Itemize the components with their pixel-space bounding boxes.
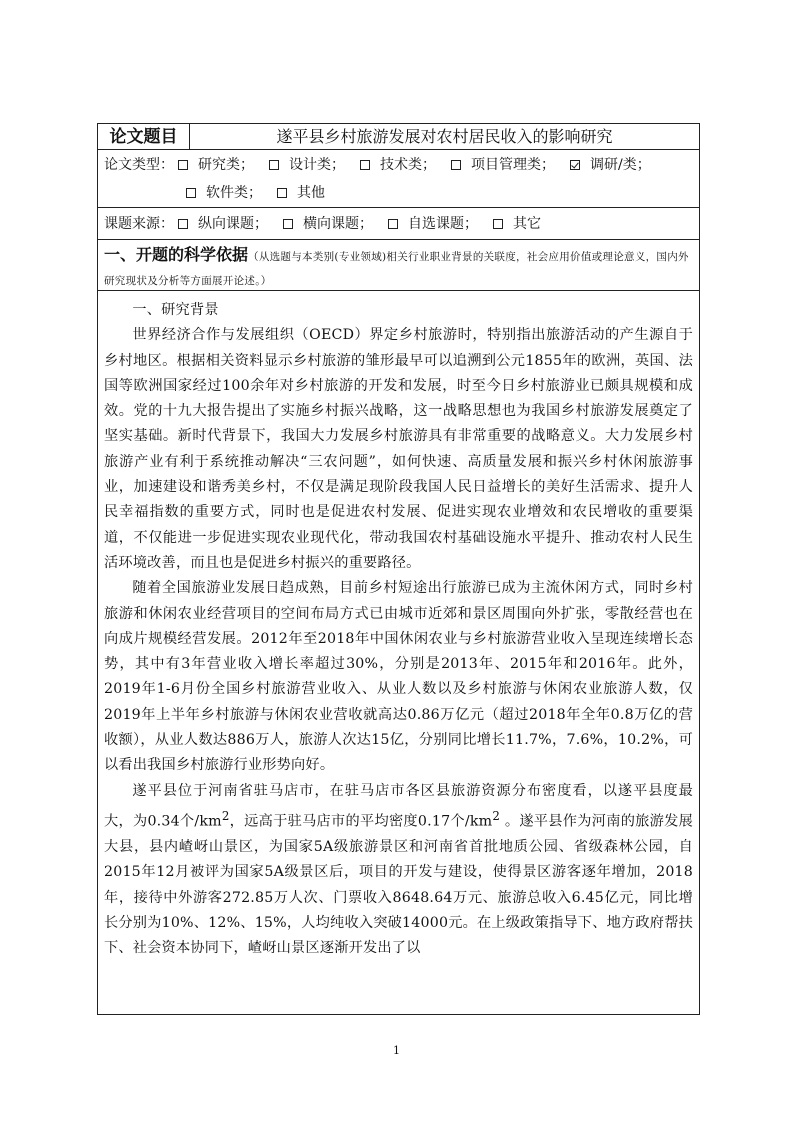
paragraph-3-part-c: 。遂平县作为河南的旅游发展大县，县内嵖岈山景区，为国家5A级旅游景区和河南省首批地质公园、省级森林公园，自2015年12月被评为国家5A级景区后，项目的开发与建设，使得景区游客逐年增加，2018年，接待中外游客272.85万人次、门票收入8648.64万元、旅游总收入6.45亿元，同比增长分别为10%、12%、15%，人均纯收入突破14000元。在上级政策指导下、地方政府帮扶下、社会资本协同下，嵖岈山景区逐渐开发出了以 <box>104 813 694 957</box>
option-label: 其它 <box>513 216 541 232</box>
checkbox-icon[interactable] <box>493 219 503 229</box>
option-label: 自选课题； <box>408 216 478 232</box>
thesis-type-label: 论文类型： <box>104 157 174 173</box>
section-note: （从选题与本类别(专业领域)相关行业职业背景的关联度，社会应用价值或理论意义，国内外研究现状及分析等方面展开论述。） <box>104 251 689 287</box>
checkbox-icon[interactable] <box>277 188 287 198</box>
option-label: 其他 <box>297 185 325 201</box>
checkbox-icon[interactable] <box>178 160 188 170</box>
option-item[interactable] <box>489 213 541 235</box>
option-label: 横向课题； <box>303 216 373 232</box>
thesis-type-line-1 <box>104 154 662 176</box>
subheading-research-background: 一、研究背景 <box>132 302 219 318</box>
superscript-2-b: 2 <box>492 808 501 823</box>
option-item[interactable] <box>356 154 436 176</box>
option-item[interactable] <box>384 213 478 235</box>
option-item[interactable] <box>566 154 651 176</box>
checkbox-checked-icon[interactable] <box>570 160 580 170</box>
option-label: 设计类； <box>289 157 345 173</box>
option-item[interactable] <box>174 213 268 235</box>
paragraph-3-part-a: 遂平县位于河南省驻马店市，在驻马店市各区县旅游资源分布密度看，以遂平县度最大，为0.34个/km <box>104 782 693 830</box>
section-title: 开题的科学依据 <box>136 245 249 264</box>
thesis-type-line-2 <box>182 182 336 204</box>
section-heading <box>104 244 693 292</box>
title-row <box>98 124 699 150</box>
thesis-title-value: 遂平县乡村旅游发展对农村居民收入的影响研究 <box>276 127 613 146</box>
option-label: 项目管理类； <box>471 157 555 173</box>
option-item[interactable] <box>447 154 555 176</box>
checkbox-icon[interactable] <box>283 219 293 229</box>
option-item[interactable] <box>273 182 325 204</box>
checkbox-icon[interactable] <box>178 219 188 229</box>
page-number: 1 <box>393 1044 400 1057</box>
option-item[interactable] <box>265 154 345 176</box>
checkbox-icon[interactable] <box>186 188 196 198</box>
option-item[interactable] <box>182 182 262 204</box>
paragraph-3-part-b: ，远高于驻马店市的平均密度0.17个/km <box>229 813 493 830</box>
checkbox-icon[interactable] <box>269 160 279 170</box>
thesis-title-label: 论文题目 <box>98 124 190 150</box>
checkbox-icon[interactable] <box>451 160 461 170</box>
paragraph-2: 随着全国旅游业发展日趋成熟，目前乡村短途出行旅游已成为主流休闲方式，同时乡村旅游和休闲农业经营项目的空间布局方式已由城市近郊和景区周围向外扩张，零散经营也在向成片规模经营发展。2012年至2018年中国休闲农业与乡村旅游营业收入呈现连续增长态势，其中有3年营业收入增长率超过30%，分别是2013年、2015年和2016年。此外，2019年1-6月份全国乡村旅游营业收入、从业人数以及乡村旅游与休闲农业旅游人数，仅2019年上半年乡村旅游与休闲农业营收就高达0.86万亿元（超过2018年全年0.8万亿的营收额），从业人数达886万人，旅游人次达15亿，分别同比增长11.7%，7.6%，10.2%，可以看出我国乡村旅游行业形势向好。 <box>104 580 693 774</box>
paragraph-3 <box>104 779 693 962</box>
checkbox-icon[interactable] <box>360 160 370 170</box>
option-label: 软件类； <box>206 185 262 201</box>
paragraph-1: 世界经济合作与发展组织（OECD）界定乡村旅游时，特别指出旅游活动的产生源自于乡村地区。根据相关资料显示乡村旅游的雏形最早可以追溯到公元1855年的欧洲，英国、法国等欧洲国家经过100余年对乡村旅游的开发和发展，时至今日乡村旅游业已颇具规模和成效。党的十九大报告提出了实施乡村振兴战略，这一战略思想也为我国乡村旅游发展奠定了坚实基础。新时代背景下，我国大力发展乡村旅游具有非常重要的战略意义。大力发展乡村旅游产业有利于系统推动解决“三农问题”，如何快速、高质量发展和振兴乡村休闲旅游事业，加速建设和谐秀美乡村，不仅是满足现阶段我国人民日益增长的美好生活需求、提升人民幸福指数的重要方式，同时也是促进农村发展、促进实现农业增效和农民增收的重要渠道，不仅能进一步促进实现农业现代化，带动我国农村基础设施水平提升、推动农村人民生活环境改善，而且也是促进乡村振兴的重要路径。 <box>104 327 693 571</box>
topic-source-row <box>98 208 699 240</box>
option-label: 纵向课题； <box>198 216 268 232</box>
option-item[interactable] <box>279 213 373 235</box>
option-label: 调研/类； <box>590 157 651 173</box>
thesis-type-row <box>98 150 699 208</box>
superscript-2-a: 2 <box>221 808 230 823</box>
option-label: 技术类； <box>380 157 436 173</box>
topic-source-label: 课题来源： <box>104 216 174 232</box>
option-label: 研究类； <box>198 157 254 173</box>
section-heading-row <box>98 240 699 291</box>
section-number: 一、 <box>104 245 137 264</box>
topic-source-line <box>104 213 552 235</box>
option-item[interactable] <box>174 154 254 176</box>
body-text <box>104 298 693 961</box>
checkbox-icon[interactable] <box>388 219 398 229</box>
proposal-form <box>97 123 700 1015</box>
